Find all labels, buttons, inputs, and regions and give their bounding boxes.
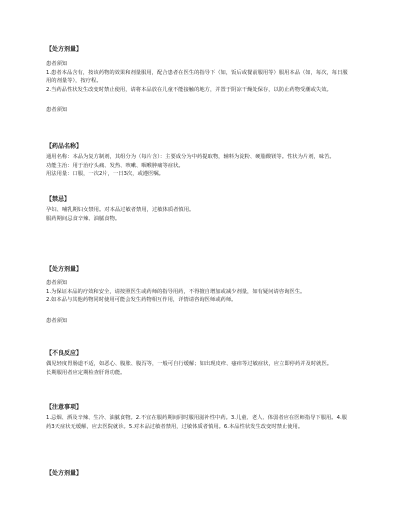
paragraph: 通用名称：本品为复方制剂，其组分为（每片含）：主要成分为中药提取物，辅料为淀粉、硬脂酸镁等。性状为片剂，味苦。 — [46, 154, 335, 160]
paragraph: 长期服用者应定期检查肝肾功能。 — [46, 369, 126, 376]
section-body — [46, 414, 352, 431]
section-body — [46, 60, 352, 115]
paragraph: 偶见轻度胃肠道不适，如恶心、腹胀、腹泻等，一般可自行缓解；如出现皮疹、瘙痒等过敏症状，应立即停药并及时就医。 — [46, 361, 333, 367]
paragraph: 患者须知 — [46, 317, 68, 324]
paragraph: 患者须知 — [46, 107, 68, 114]
paragraph: 患者须知 — [46, 61, 68, 67]
paragraph: 1.为保证本品的疗效和安全，请按照医生或药师的指导用药，不得擅自增加或减少剂量，如有疑问请咨询医生。 — [46, 288, 306, 295]
paragraph: 2.当药品性状发生改变时禁止使用，请将本品放在儿童不能接触的地方，并置于阴凉干燥处保存，以防止药物受潮或失效。 — [46, 86, 332, 93]
paragraph: 患者须知 — [46, 280, 68, 286]
paragraph: 服药期间忌食辛辣、油腻食物。 — [46, 215, 121, 222]
section-title: 【处方剂量】 — [46, 470, 83, 477]
paragraph: 1.患者本品含有，按该药物的效果和剂量服用，配合患者在医生的指导下（如，饭后或餐前服用等）服用本品（如，每次，每日服用的剂量等），按疗程。 — [46, 69, 348, 85]
section-title: 【注意事项】 — [46, 404, 83, 411]
paragraph: 用法用量：口服，一次2片，一日3次，或遵医嘱。 — [46, 171, 164, 178]
section-title: 【药品名称】 — [46, 143, 83, 150]
section-title: 【禁忌】 — [46, 196, 71, 203]
paragraph: 1.忌烟、酒及辛辣、生冷、油腻食物。2.不宜在服药期间同时服用滋补性中药。3.儿童、老人、体弱者应在医师指导下服用。4.服药3天症状无缓解，应去医院就诊。5.对本品过敏者禁用，过敏体质者慎用。6.本品性状发生改变时禁止使用。 — [46, 415, 347, 430]
paragraph: 孕妇、哺乳期妇女禁用。对本品过敏者禁用，过敏体质者慎用。 — [46, 207, 195, 213]
section-body — [46, 206, 352, 223]
paragraph: 功能主治：用于治疗头痛、发热、咳嗽、咽喉肿痛等症状。 — [46, 162, 184, 169]
section-title: 【不良反应】 — [46, 350, 83, 357]
paragraph: 2.如本品与其他药物同时使用可能会发生药物相互作用，详情请咨询医师或药师。 — [46, 297, 237, 304]
section-body — [46, 360, 352, 377]
section-title: 【处方剂量】 — [46, 46, 83, 53]
section-body — [46, 153, 352, 179]
section-body — [46, 279, 352, 325]
section-title: 【处方剂量】 — [46, 266, 83, 273]
